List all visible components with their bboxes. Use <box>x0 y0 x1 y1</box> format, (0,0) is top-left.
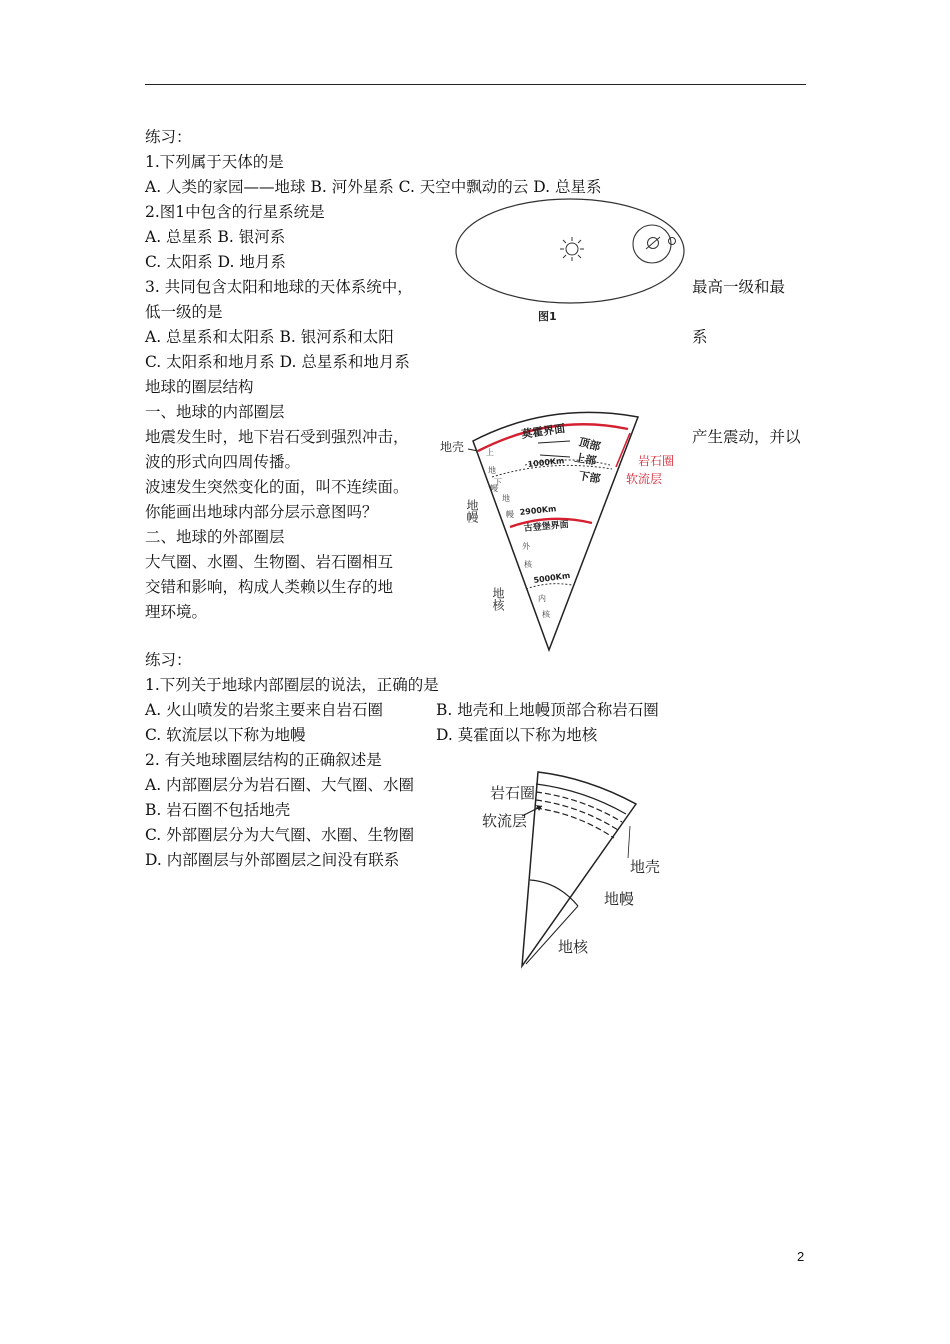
crust-pointer-3 <box>628 826 630 858</box>
label-outer-core-1: 外 <box>522 542 530 551</box>
crust-band <box>536 784 626 814</box>
d2-label-core: 地核 <box>558 938 589 956</box>
exercise1-q3-options-1: A. 总星系和太阳系 B. 银河系和太阳 <box>145 328 394 346</box>
depth-5000-line <box>526 584 572 589</box>
figure1-caption: 图1 <box>538 310 557 323</box>
d2-label-asthenosphere: 软流层 <box>482 812 528 830</box>
exercise2-q2-a: A. 内部圈层分为岩石圈、大气圈、水圈 <box>145 776 415 794</box>
label-crust: 地壳 <box>440 440 465 454</box>
label-lower-mantle-3: 幔 <box>506 510 514 519</box>
exercise1-q3: 3. 共同包含太阳和地球的天体系统中， <box>145 278 413 296</box>
header-rule <box>145 84 806 85</box>
label-upper-mantle-3: 幔 <box>490 484 498 493</box>
top-pointer <box>538 441 570 443</box>
earth-interior-diagram <box>430 405 680 655</box>
section-para-1-right: 产生震动，并以 <box>692 428 801 446</box>
figure1-orbit-diagram <box>450 195 690 325</box>
exercise2-q1-a: A. 火山喷发的岩浆主要来自岩石圈 <box>145 701 384 719</box>
earth-orbit <box>456 199 684 303</box>
section-para-6: 交错和影响，构成人类赖以生存的地 <box>145 578 394 596</box>
label-depth-2900: 2900Km <box>519 504 557 517</box>
wedge3-outline <box>522 772 636 966</box>
label-inner-core-2: 核 <box>542 610 550 619</box>
lithosphere-diagram <box>478 768 678 968</box>
moon-icon <box>669 238 676 245</box>
earth-icon <box>646 237 660 249</box>
exercise2-q1: 1.下列关于地球内部圈层的说法，正确的是 <box>145 676 439 694</box>
label-gutenberg: 古登堡界面 <box>523 520 570 534</box>
label-lower-mantle-2: 地 <box>502 494 510 503</box>
label-top: 顶部 <box>577 435 602 454</box>
core-boundary <box>530 880 578 906</box>
exercise2-q1-b: B. 地壳和上地幔顶部合称岩石圈 <box>436 701 659 719</box>
exercise1-heading: 练习： <box>145 128 192 146</box>
section-para-2: 波的形式向四周传播。 <box>145 453 301 471</box>
exercise2-q2: 2. 有关地球圈层结构的正确叙述是 <box>145 751 382 769</box>
section-para-1: 地震发生时，地下岩石受到强烈冲击， <box>145 428 409 446</box>
exercise1-q2: 2.图1中包含的行星系统是 <box>145 203 325 221</box>
litho-dash-1 <box>536 792 622 822</box>
d2-label-mantle: 地幔 <box>604 890 635 908</box>
exercise2-q1-d: D. 莫霍面以下称为地核 <box>436 726 598 744</box>
exercise1-q3-options-2: C. 太阳系和地月系 D. 总星系和地月系 <box>145 353 410 371</box>
exercise2-heading: 练习： <box>145 651 192 669</box>
label-upper-mantle-1: 上 <box>486 448 494 457</box>
section-para-7: 理环境。 <box>145 603 208 621</box>
exercise2-q2-b: B. 岩石圈不包括地壳 <box>145 801 291 819</box>
label-upper-mantle-2: 地 <box>488 466 496 475</box>
outer-layers-heading: 二、地球的外部圈层 <box>145 528 285 546</box>
label-lower-mantle-1: 下 <box>494 478 502 487</box>
label-upper: 上部 <box>573 451 598 468</box>
exercise1-q3-options-1-right: 系 <box>692 328 708 346</box>
label-asthenosphere: 软流层 <box>626 472 663 486</box>
label-core: 地核 <box>491 587 505 611</box>
exercise1-q2-options-2: C. 太阳系 D. 地月系 <box>145 253 286 271</box>
label-inner-core-1: 内 <box>538 594 546 603</box>
exercise1-q3-right: 最高一级和最 <box>692 278 786 296</box>
exercise2-q1-c: C. 软流层以下称为地幔 <box>145 726 306 744</box>
inner-layers-heading: 一、地球的内部圈层 <box>145 403 285 421</box>
lithosphere-bracket <box>616 433 630 467</box>
section-para-5: 大气圈、水圈、生物圈、岩石圈相互 <box>145 553 394 571</box>
label-depth-1000: 1000Km <box>527 456 565 469</box>
sun-icon <box>560 237 584 261</box>
exercise1-q1: 1.下列属于天体的是 <box>145 153 284 171</box>
exercise2-q2-d: D. 内部圈层与外部圈层之间没有联系 <box>145 851 400 869</box>
label-mantle: 地幔 <box>465 499 479 523</box>
label-outer-core-2: 核 <box>524 560 532 569</box>
exercise1-q3-cont: 低一级的是 <box>145 303 223 321</box>
label-lower: 下部 <box>577 469 602 486</box>
exercise2-q2-c: C. 外部圈层分为大气圈、水圈、生物圈 <box>145 826 415 844</box>
section-para-4: 你能画出地球内部分层示意图吗？ <box>145 503 378 521</box>
label-lithosphere: 岩石圈 <box>638 454 675 468</box>
section-para-3: 波速发生突然变化的面，叫不连续面。 <box>145 478 409 496</box>
d2-label-lithosphere: 岩石圈 <box>490 784 536 802</box>
exercise1-q2-options-1: A. 总星系 B. 银河系 <box>145 228 286 246</box>
section-title: 地球的圈层结构 <box>145 378 254 396</box>
page-number: 2 <box>797 1249 805 1264</box>
label-moho: 莫霍界面 <box>520 421 566 441</box>
label-depth-5000: 5000Km <box>533 570 571 585</box>
litho-dash-3 <box>536 808 614 838</box>
exercise1-q1-options: A. 人类的家园——地球 B. 河外星系 C. 天空中飘动的云 D. 总星系 <box>145 178 602 196</box>
d2-label-crust: 地壳 <box>630 858 661 876</box>
litho-dash-2 <box>536 800 618 830</box>
